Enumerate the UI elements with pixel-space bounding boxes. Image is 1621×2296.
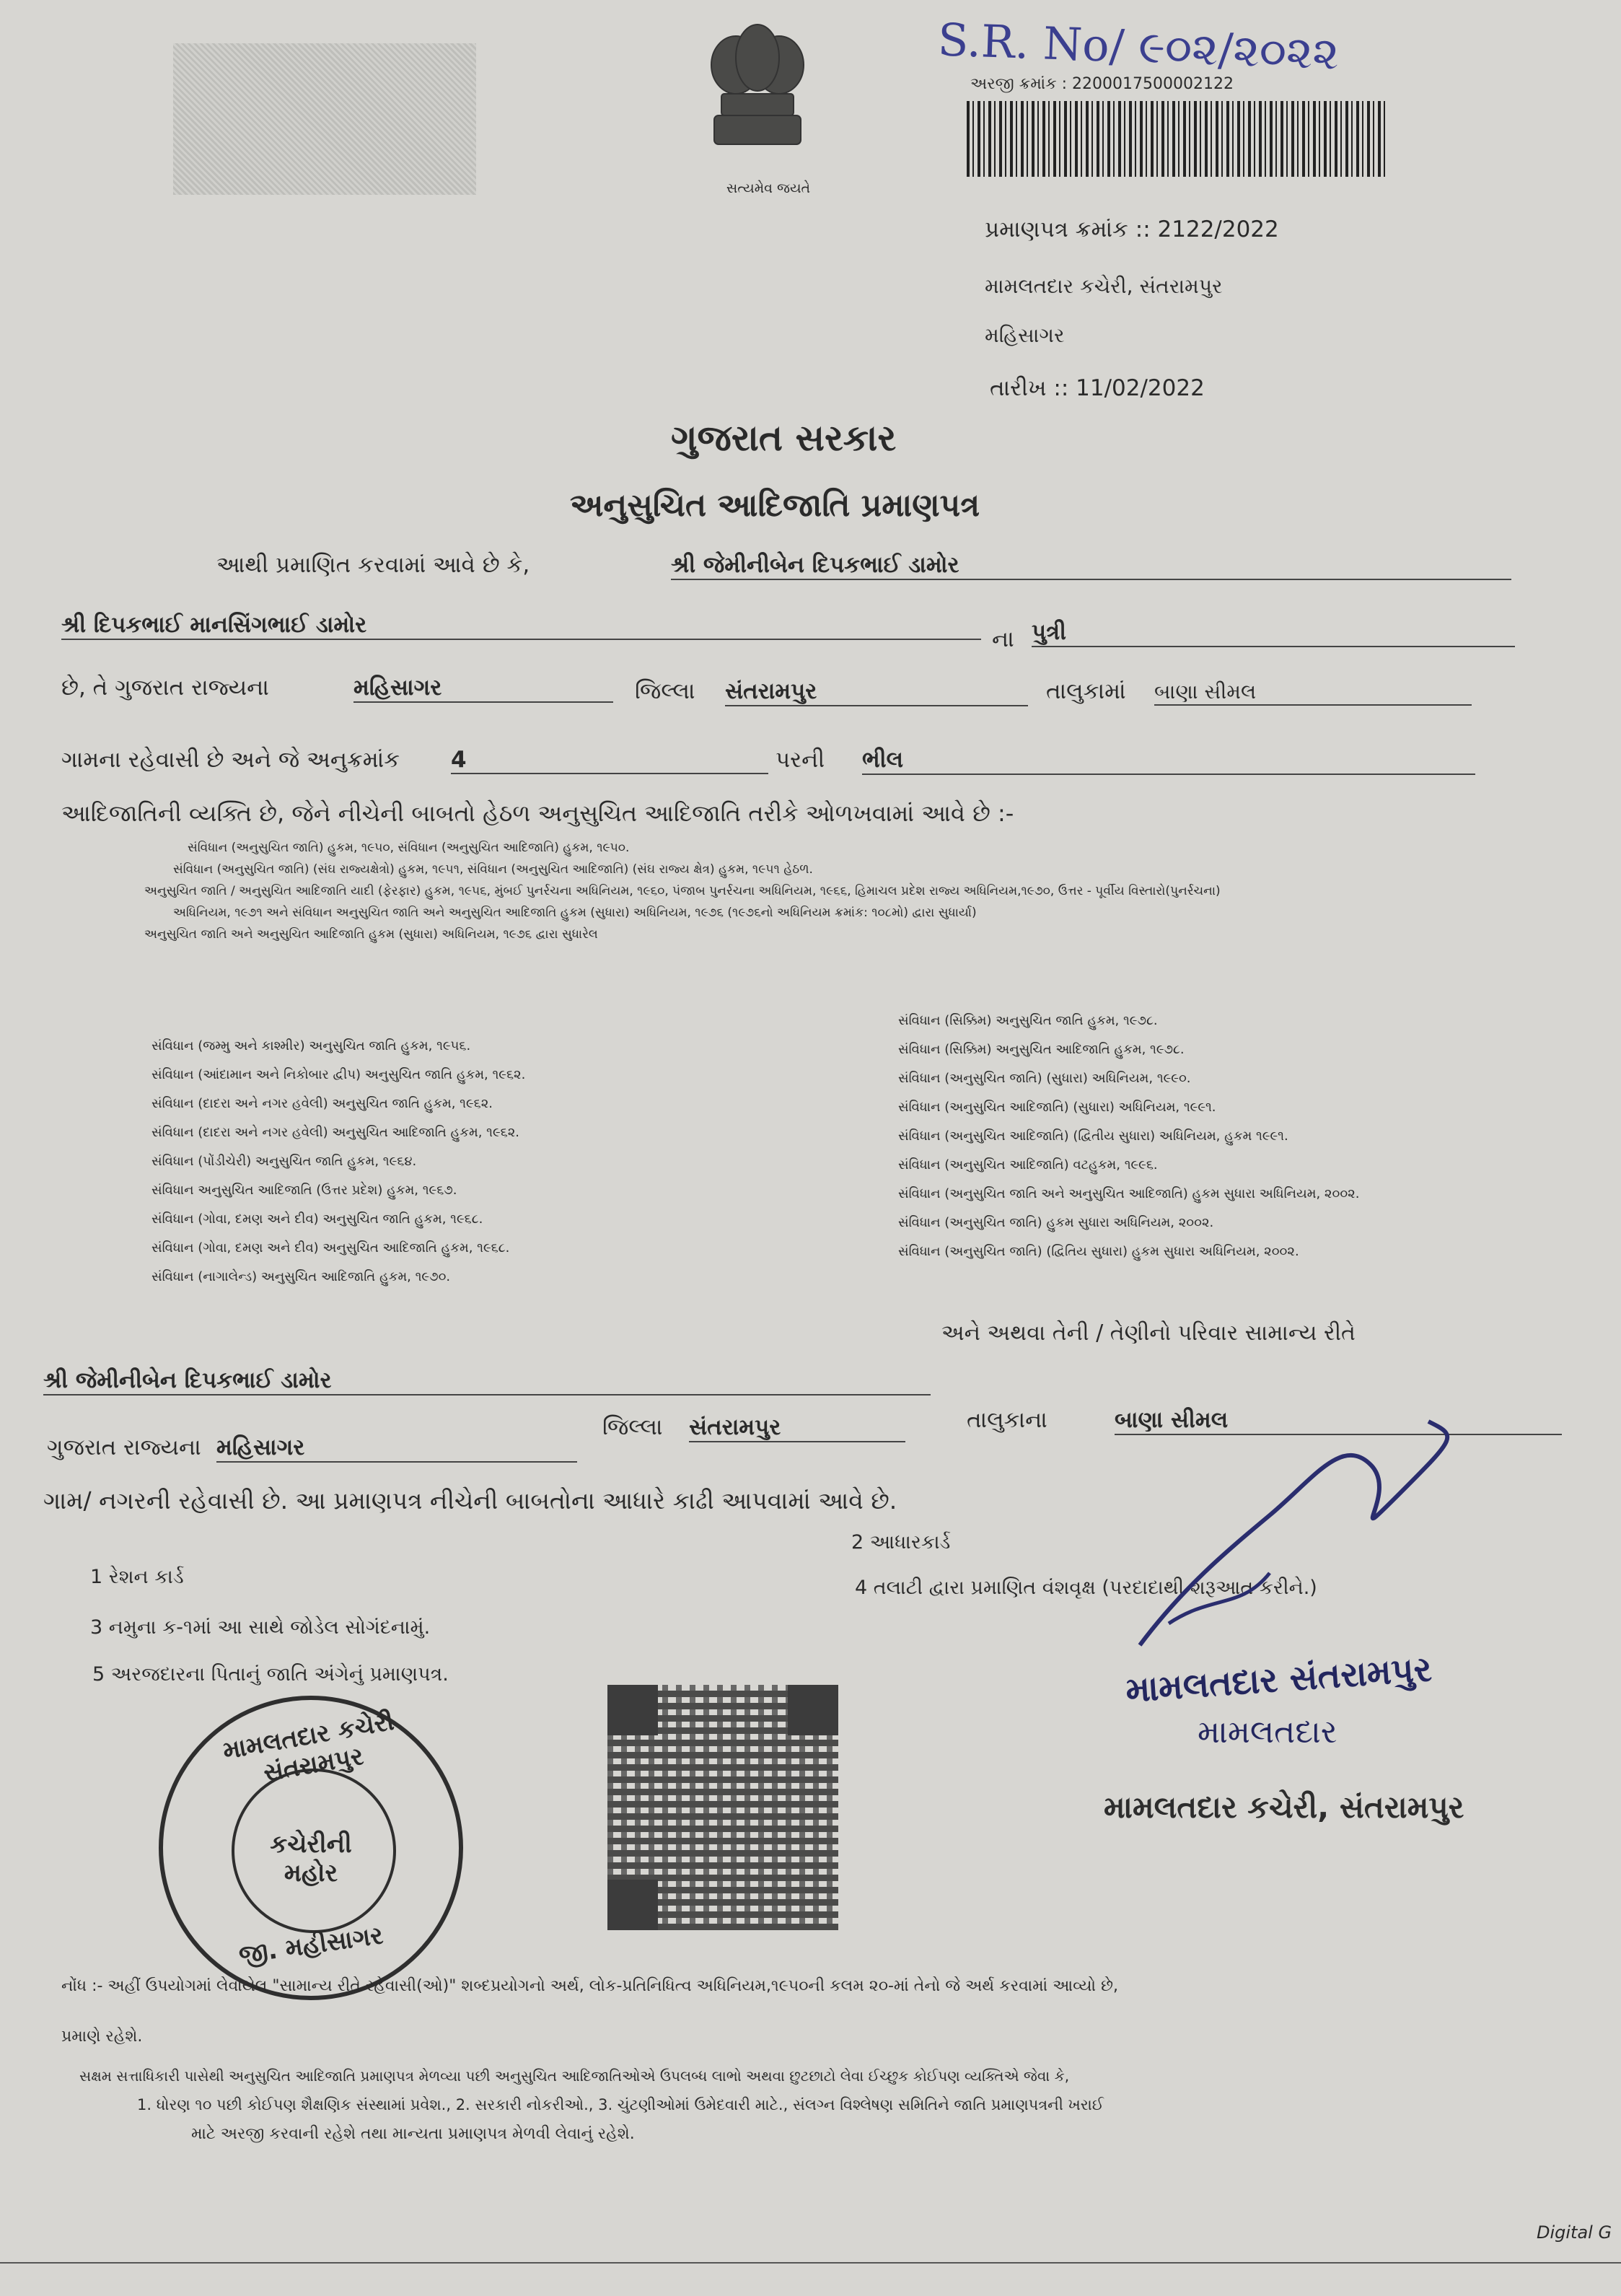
note-line: પ્રમાણે રહેશે. <box>61 2028 143 2046</box>
note-line: માટે અરજી કરવાની રહેશે તથા માન્યતા પ્રમાણપત્ર મેળવી લેવાનું રહેશે. <box>191 2125 635 2143</box>
district-label: જિલ્લા <box>635 678 695 704</box>
serial-number: 4 <box>451 747 768 774</box>
qr-code <box>607 1685 838 1930</box>
note-line: સક્ષમ સત્તાધિકારી પાસેથી અનુસુચિત આદિજાતિ પ્રમાણપત્ર મેળવ્યા પછી અનુસુચિત આદિજાતિઓએ ઉપલબ્ધ લાભો અથવા છુટછાટો લેવા ઈચ્છુક કોઈપણ વ્યક્તિએ જેવા કે, <box>79 2067 1070 2085</box>
order-line: સંવિધાન (અનુસુચિત જાતિ અને અનુસુચિત આદિજાતિ) હુકમ સુધારા અધિનિયમ, ૨૦૦૨. <box>898 1186 1360 1201</box>
footer-divider <box>0 2262 1621 2264</box>
signing-office: મામલતદાર કચેરી, સંતરામપુર <box>1104 1789 1464 1825</box>
issue-date: તારીખ :: 11/02/2022 <box>990 375 1205 401</box>
government-title: ગુજરાત સરકાર <box>671 417 897 459</box>
basis-text: ગામ/ નગરની રહેવાસી છે. આ પ્રમાણપત્ર નીચેની બાબતોના આધારે કાઢી આપવામાં આવે છે. <box>43 1486 897 1515</box>
order-line: સંવિધાન (અનુસુચિત જાતિ) (સંઘ રાજ્યક્ષેત્રો) હુકમ, ૧૯૫૧, સંવિધાન (અનુસુચિત આદિજાતિ) (સંઘ રાજ્ય ક્ષેત્ર) હુકમ, ૧૯૫૧ હેઠળ. <box>173 862 813 877</box>
district-value: સંતરામપુર <box>725 678 1028 706</box>
certificate-title: અનુસુચિત આદિજાતિ પ્રમાણપત્ર <box>570 487 980 524</box>
order-line: સંવિધાન (અનુસુચિત જાતિ) (સુધારા) અધિનિયમ, ૧૯૯૦. <box>898 1071 1191 1086</box>
state-district: મહિસાગર <box>353 675 613 703</box>
residence-village: બાણા સીમલ <box>1115 1407 1562 1435</box>
order-line: સંવિધાન (નાગાલેન્ડ) અનુસુચિત આદિજાતિ હુકમ, ૧૯૭૦. <box>151 1269 451 1284</box>
residence-state-prefix: ગુજરાત રાજ્યના <box>47 1434 201 1460</box>
order-line: સંવિધાન (આંદામાન અને નિકોબાર દ્વીપ) અનુસુચિત જાતિ હુકમ, ૧૯૬૨. <box>151 1067 526 1082</box>
taluka-label: તાલુકામાં <box>1046 678 1126 704</box>
order-line: સંવિધાન (ગોવા, દમણ અને દીવ) અનુસુચિત જાતિ હુકમ, ૧૯૬૮. <box>151 1211 483 1227</box>
na-label: ના <box>992 626 1014 652</box>
seal-inner-text: કચેરીની મહોર <box>270 1830 352 1888</box>
order-line: સંવિધાન (પોંડીચેરી) અનુસુચિત જાતિ હુકમ, ૧૯૬૪. <box>151 1154 417 1169</box>
order-line: સંવિધાન (સિક્કિમ) અનુસુચિત જાતિ હુકમ, ૧૯૭૮. <box>898 1013 1158 1028</box>
orders-right-column <box>898 1007 1591 1266</box>
residence-state-district: મહિસાગર <box>216 1434 577 1463</box>
officer-stamp-line2: મામલતદાર <box>1198 1714 1337 1751</box>
order-line: સંવિધાન (દાદરા અને નગર હવેલી) અનુસુચિત જાતિ હુકમ, ૧૯૬૨. <box>151 1096 493 1111</box>
order-line: અનુસુચિત જાતિ અને અનુસુચિત આદિજાતિ હુકમ (સુધારા) અધિનિયમ, ૧૯૭૬ દ્વારા સુધારેલ <box>144 927 598 942</box>
sr-number: S.R. No/ ૯૦૨/૨૦૨૨ <box>936 13 1340 80</box>
order-line: સંવિધાન અનુસુચિત આદિજાતિ (ઉત્તર પ્રદેશ) હુકમ, ૧૯૬૭. <box>151 1183 457 1198</box>
village-name: બાણા સીમલ <box>1154 680 1472 706</box>
order-line: સંવિધાન (દાદરા અને નગર હવેલી) અનુસુચિત આદિજાતિ હુકમ, ૧૯૬૨. <box>151 1125 520 1140</box>
state-prefix: છે, તે ગુજરાત રાજ્યના <box>61 675 269 701</box>
barcode <box>967 101 1385 177</box>
order-line: સંવિધાન (જમ્મુ અને કાશ્મીર) અનુસુચિત જાતિ હુકમ, ૧૯૫૬. <box>151 1038 471 1053</box>
resident-prefix: ગામના રહેવાસી છે અને જે અનુક્રમાંક <box>61 747 400 773</box>
emblem-caption: સત્યમેવ જયતે <box>726 180 811 196</box>
order-line: અધિનિયમ, ૧૯૭૧ અને સંવિધાન અનુસુચિત જાતિ અને અનુસુચિત આદિજાતિ હુકમ (સુધારા) અધિનિયમ, ૧૯૭૬ (૧૯૭૬નો અધિનિયમ ક્રમાંક: ૧૦૮મો) દ્વારા સુધાર્યા) <box>173 906 977 920</box>
father-name: શ્રી દિપકભાઈ માનસિંગભાઈ ડામોર <box>61 612 981 640</box>
portrait-watermark <box>173 43 476 195</box>
document-item: 3 નમુના ક-૧માં આ સાથે જોડેલ સોગંદનામું. <box>90 1616 431 1639</box>
note-line: 1. ધોરણ ૧૦ પછી કોઈપણ શૈક્ષણિક સંસ્થામાં પ્રવેશ., 2. સરકારી નોકરીઓ., 3. ચુંટણીઓમાં ઉમેદવારી માટે., સંલગ્ન વિશ્લેષણ સમિતિને જાતિ પ્રમાણપત્રની ખરાઈ <box>137 2096 1104 2113</box>
barcode-label: અરજી ક્રમાંક : 2200017500002122 <box>970 75 1234 93</box>
document-item: 4 તલાટી દ્વારા પ્રમાણિત વંશવૃક્ષ (પરદાદાથી શરૂઆત કરીને.) <box>855 1577 1317 1599</box>
order-line: અનુસુચિત જાતિ / અનુસુચિત આદિજાતિ યાદી (ફેરફાર) હુકમ, ૧૯૫૬, મુંબઈ પુનર્રચના અધિનિયમ, ૧૯૬૦, પંજાબ પુનર્રચના અધિનિયમ, ૧૯૬૬, હિમાચલ પ્રદેશ રાજ્ય અધિનિયમ,૧૯૭૦, ઉત્તર - પૂર્વીય વિસ્તારો(પુનર્રચના) <box>144 884 1221 898</box>
note-line: નોંધ :- અહીં ઉપયોગમાં લેવાયેલ "સામાન્ય રીતે રહેવાસી(ઓ)" શબ્દપ્રયોગનો અર્થ, લોક-પ્રતિનિધિત્વ અધિનિયમ,૧૯૫૦ની કલમ ૨૦-માં તેનો જે અર્થ કરવામાં આવ્યો છે, <box>61 1977 1119 1995</box>
tribe-name: ભીલ <box>862 747 1475 775</box>
relation: પુત્રી <box>1032 619 1515 647</box>
office-seal <box>159 1696 463 2000</box>
seal-bottom-text: જી. મહીસાગર <box>237 1921 385 1970</box>
order-line: સંવિધાન (અનુસુચિત જાતિ) (દ્વિતિય સુધારા) હુકમ સુધારા અધિનિયમ, ૨૦૦૨. <box>898 1244 1299 1259</box>
orders-top <box>130 837 1486 945</box>
certify-prefix: આથી પ્રમાણિત કરવામાં આવે છે કે, <box>216 552 530 578</box>
order-line: સંવિધાન (અનુસુચિત આદિજાતિ) વટહુકમ, ૧૯૯૬. <box>898 1157 1158 1173</box>
residence-district-label: જિલ્લા <box>602 1414 663 1440</box>
family-residence-text: અને અથવા તેની / તેણીનો પરિવાર સામાન્ય રીતે <box>941 1320 1356 1346</box>
parni-label: પરની <box>776 747 825 773</box>
certificate-number: પ્રમાણપત્ર ક્રમાંક :: 2122/2022 <box>985 216 1279 242</box>
document-item: 2 આધારકાર્ડ <box>851 1531 951 1554</box>
order-line: સંવિધાન (અનુસુચિત જાતિ) હુકમ સુધારા અધિનિયમ, ૨૦૦૨. <box>898 1215 1214 1230</box>
applicant-name: શ્રી જેમીનીબેન દિપકભાઈ ડામોર <box>671 552 1511 580</box>
order-line: સંવિધાન (અનુસુચિત જાતિ) હુકમ, ૧૯૫૦, સંવિધાન (અનુસુચિત આદિજાતિ) હુકમ, ૧૯૫૦. <box>188 841 630 855</box>
signature-icon <box>1125 1407 1472 1667</box>
document-item: 1 રેશન કાર્ડ <box>90 1566 184 1588</box>
recognition-intro: આદિજાતિની વ્યક્તિ છે, જેને નીચેની બાબતો હેઠળ અનુસુચિત આદિજાતિ તરીકે ઓળખવામાં આવે છે :- <box>61 799 1014 827</box>
orders-left-column <box>151 1032 822 1292</box>
district-name: મહિસાગર <box>985 323 1065 347</box>
officer-stamp-line1: મામલતદાર સંતરામપુર <box>1124 1649 1433 1711</box>
document-item: 5 અરજદારના પિતાનું જાતિ અંગેનું પ્રમાણપત્ર. <box>92 1663 449 1686</box>
issuing-office: મામલતદાર કચેરી, સંતરામપુર <box>985 274 1223 298</box>
residence-name: શ્રી જેમીનીબેન દિપકભાઈ ડામોર <box>43 1367 931 1395</box>
footer-digital-text: Digital G <box>1537 2222 1612 2243</box>
seal-outer-text: મામલતદાર કચેરી સંતરામપુર <box>220 1706 397 1788</box>
order-line: સંવિધાન (સિક્કિમ) અનુસુચિત આદિજાતિ હુકમ, ૧૯૭૮. <box>898 1042 1185 1057</box>
residence-taluka-label: તાલુકાના <box>967 1407 1047 1433</box>
order-line: સંવિધાન (અનુસુચિત આદિજાતિ) (દ્વિતીય સુધારા) અધિનિયમ, હુકમ ૧૯૯૧. <box>898 1129 1288 1144</box>
national-emblem-icon <box>693 14 822 202</box>
order-line: સંવિધાન (ગોવા, દમણ અને દીવ) અનુસુચિત આદિજાતિ હુકમ, ૧૯૬૮. <box>151 1240 510 1256</box>
order-line: સંવિધાન (અનુસુચિત આદિજાતિ) (સુધારા) અધિનિયમ, ૧૯૯૧. <box>898 1100 1216 1115</box>
residence-district-value: સંતરામપુર <box>689 1414 905 1442</box>
